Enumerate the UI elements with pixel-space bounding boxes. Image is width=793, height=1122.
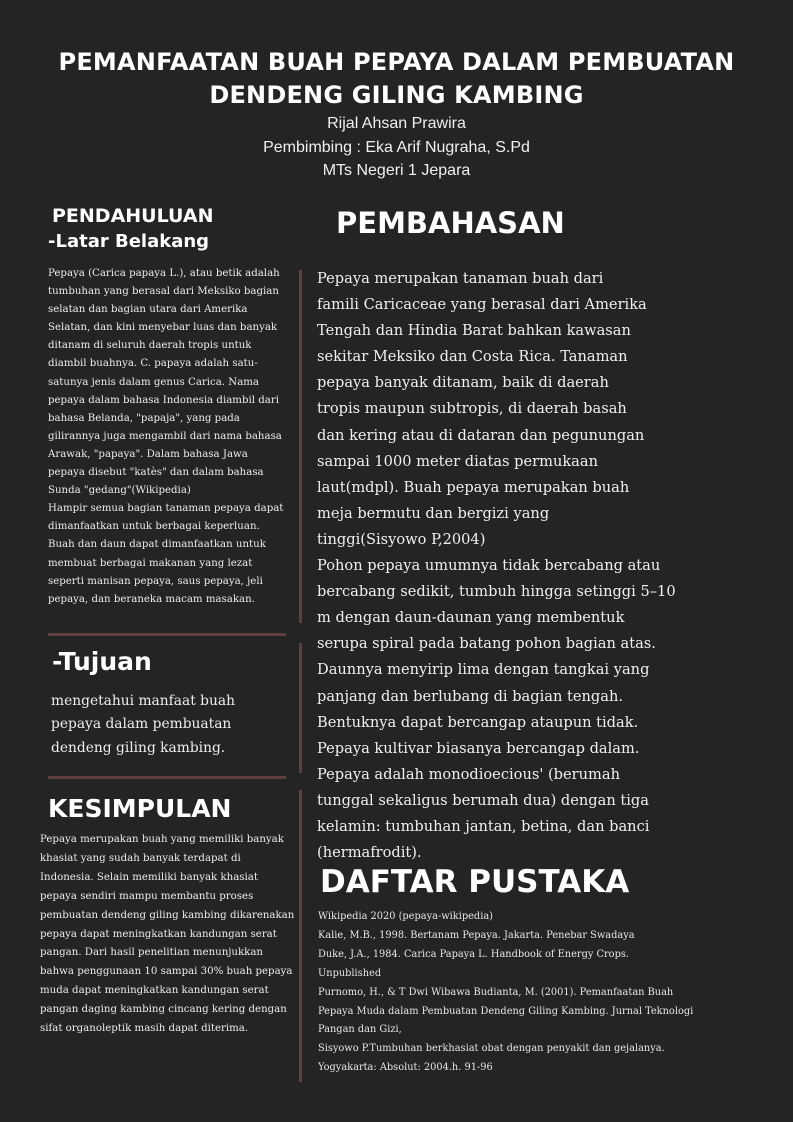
kesimpulan-heading: KESIMPULAN xyxy=(48,794,232,823)
daftar-pustaka-list xyxy=(318,908,703,1078)
pembahasan-heading: PEMBAHASAN xyxy=(336,206,565,240)
reference-item: Sisyowo P.Tumbuhan berkhasiat obat dengan penyakit dan gejalanya. Yogyakarta: Absolut: 2004.h. 91-96 xyxy=(318,1043,665,1074)
poster-title-line-1: PEMANFAATAN BUAH PEPAYA DALAM PEMBUATAN xyxy=(58,48,735,76)
pendahuluan-heading: PENDAHULUAN xyxy=(52,205,214,227)
tujuan-text: mengetahui manfaat buah pepaya dalam pembuatan dendeng giling kambing. xyxy=(51,693,235,756)
latar-belakang-heading: -Latar Belakang xyxy=(48,231,210,252)
reference-item: Duke, J.A., 1984. Carica Papaya L. Handbook of Energy Crops. Unpublished xyxy=(318,948,629,979)
poster-title xyxy=(20,46,773,112)
poster-title-line-2: DENDENG GILING KAMBING xyxy=(209,81,584,109)
reference-item: Kalie, M.B., 1998. Bertanam Pepaya. Jakarta. Penebar Swadaya xyxy=(318,929,635,941)
poster-meta xyxy=(20,112,773,183)
latar-belakang-paragraph-2: Hampir semua bagian tanaman pepaya dapat dimanfaatkan untuk berbagai keperluan. Buah dan daun dapat dimanfaatkan untuk membuat berbagai makanan yang lezat seperti manisan pepaya, saus pepaya, jeli pepaya, dan beraneka macam masakan. xyxy=(48,503,284,605)
divider-kesimpulan xyxy=(48,776,286,779)
supervisor-name: Pembimbing : Eka Arif Nugraha, S.Pd xyxy=(263,138,530,156)
pembahasan-paragraph-2: Pohon pepaya umumnya tidak bercabang atau bercabang sedikit, tumbuh hingga setinggi 5–10 m dengan daun-daunan yang membentuk serupa spiral pada batang pohon bagian atas. Daunnya menyirip lima dengan tangkai yang panjang dan berlubang di bagian tengah. Bentuknya dapat bercangap ataupun tidak. Pepaya kultivar biasanya bercangap dalam. Pepaya adalah monodioecious' (berumah tunggal sekaligus berumah dua) dengan tiga kelamin: tumbuhan jantan, betina, dan banci (hermafrodit). xyxy=(317,557,676,862)
reference-item: Wikipedia 2020 (pepaya-wikipedia) xyxy=(318,911,493,922)
reference-item: Purnomo, H., & T Dwi Wibawa Budianta, M. (2001). Pemanfaatan Buah Pepaya Muda dalam Pembuatan Dendeng Giling Kambing. Jurnal Teknologi Pangan dan Gizi, xyxy=(318,986,694,1036)
tujuan-heading: -Tujuan xyxy=(52,647,152,676)
divider-vertical-3 xyxy=(299,790,302,1082)
latar-belakang-paragraph-1: Pepaya (Carica papaya L.), atau betik adalah tumbuhan yang berasal dari Meksiko bagian selatan dan bagian utara dari Amerika Selatan, dan kini menyebar luas dan banyak ditanam di seluruh daerah tropis untuk diambil buahnya. C. papaya adalah satu-satunya jenis dalam genus Carica. Nama pepaya dalam bahasa Indonesia diambil dari bahasa Belanda, "papaja", yang pada gilirannya juga mengambil dari nama bahasa Arawak, "papaya". Dalam bahasa Jawa pepaya disebut "katès" dan dalam bahasa Sunda "gedang"(Wikipedia) xyxy=(48,268,282,497)
divider-vertical-2 xyxy=(299,643,302,773)
divider-vertical-1 xyxy=(299,270,302,623)
kesimpulan-text: Pepaya merupakan buah yang memiliki banyak khasiat yang sudah banyak terdapat di Indonesia. Selain memiliki banyak khasiat pepaya sendiri mampu membantu proses pembuatan dendeng giling kambing dikarenakan pepaya dapat meningkatkan kandungan serat pangan. Dari hasil penelitian menunjukkan bahwa penggunaan 10 sampai 30% buah pepaya muda dapat meningkatkan kandungan serat pangan daging kambing cincang kering dengan sifat organoleptik masih dapat diterima. xyxy=(40,834,295,1035)
school-name: MTs Negeri 1 Jepara xyxy=(322,162,471,179)
pembahasan-paragraph-1: Pepaya merupakan tanaman buah dari famili Caricaceae yang berasal dari Amerika Tengah dan Hindia Barat bahkan kawasan sekitar Meksiko dan Costa Rica. Tanaman pepaya banyak ditanam, baik di daerah tropis maupun subtropis, di daerah basah dan kering atau di dataran dan pegunungan sampai 1000 meter diatas permukaan laut(mdpl). Buah pepaya merupakan buah meja bermutu dan bergizi yang tinggi(Sisyowo P,2004) xyxy=(317,270,647,548)
author-name: Rijal Ahsan Prawira xyxy=(327,115,466,132)
latar-belakang-text xyxy=(48,265,288,609)
divider-tujuan xyxy=(48,633,286,636)
pembahasan-text xyxy=(317,266,677,866)
daftar-pustaka-heading: DAFTAR PUSTAKA xyxy=(320,864,630,900)
